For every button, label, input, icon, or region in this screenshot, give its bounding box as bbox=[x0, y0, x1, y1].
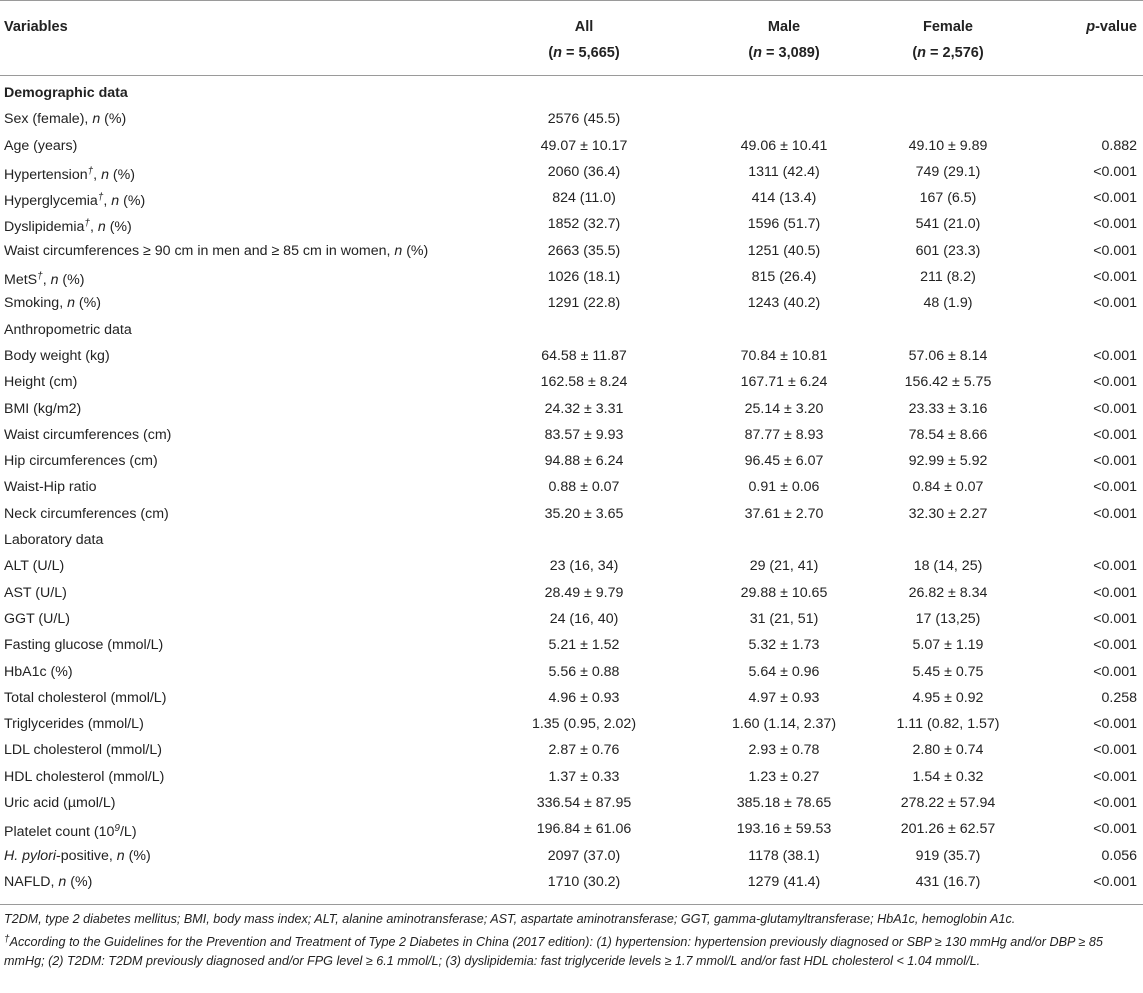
variable-name bbox=[4, 133, 77, 159]
value-all: 1026 (18.1) bbox=[547, 269, 621, 286]
value-female: 0.84 ± 0.07 bbox=[912, 479, 984, 496]
variable-name bbox=[4, 685, 166, 711]
value-all: 196.84 ± 61.06 bbox=[536, 821, 632, 838]
value-all: 1.37 ± 0.33 bbox=[548, 768, 620, 785]
table-row bbox=[0, 422, 1143, 448]
value-all: 1710 (30.2) bbox=[547, 873, 621, 890]
value-male: 37.61 ± 2.70 bbox=[744, 505, 824, 522]
p-value: <0.001 bbox=[1093, 584, 1137, 601]
variable-name-text: NAFLD, bbox=[4, 873, 59, 890]
table-row bbox=[0, 659, 1143, 685]
p-value: <0.001 bbox=[1093, 295, 1137, 312]
value-all: 24 (16, 40) bbox=[549, 610, 619, 627]
p-value: <0.001 bbox=[1093, 242, 1137, 259]
value-male: 1279 (41.4) bbox=[747, 873, 821, 890]
value-female: 48 (1.9) bbox=[923, 295, 973, 312]
p-value: <0.001 bbox=[1093, 190, 1137, 207]
variable-name bbox=[4, 711, 144, 737]
variable-name-unit: (%) bbox=[108, 166, 135, 183]
variable-name bbox=[4, 159, 135, 188]
table-row bbox=[0, 396, 1143, 422]
footnote-abbreviations: T2DM, type 2 diabetes mellitus; BMI, body mass index; ALT, alanine aminotransferase; AST, aspartate aminotransferase; GGT, gamma-glutamyltransferase; HbA1c, hemoglobin A1c. bbox=[4, 912, 1016, 926]
variable-name-text: Waist circumferences ≥ 90 cm in men and ≥ 85 cm in women, bbox=[4, 242, 395, 259]
variable-name-text: Smoking, bbox=[4, 295, 68, 312]
p-value: <0.001 bbox=[1093, 216, 1137, 233]
variable-name-italic: H. pylori bbox=[4, 847, 57, 864]
variable-name bbox=[4, 185, 145, 214]
value-female: 201.26 ± 62.57 bbox=[900, 821, 996, 838]
variable-name bbox=[4, 343, 110, 369]
table-row bbox=[0, 764, 1143, 790]
value-male: 1.60 (1.14, 2.37) bbox=[731, 716, 837, 733]
value-all: 83.57 ± 9.93 bbox=[544, 426, 624, 443]
section-header-row bbox=[0, 527, 1143, 553]
variable-name bbox=[4, 396, 81, 422]
value-female: 5.07 ± 1.19 bbox=[912, 637, 984, 654]
table-row bbox=[0, 790, 1143, 816]
value-all: 5.56 ± 0.88 bbox=[548, 663, 620, 680]
table-row bbox=[0, 501, 1143, 527]
table-row bbox=[0, 580, 1143, 606]
table-body bbox=[0, 80, 1143, 895]
table-row bbox=[0, 737, 1143, 763]
value-male: 25.14 ± 3.20 bbox=[744, 400, 824, 417]
value-male: 70.84 ± 10.81 bbox=[740, 347, 828, 364]
variable-name bbox=[4, 211, 132, 240]
variable-name-text: HDL cholesterol (mmol/L) bbox=[4, 768, 165, 785]
variable-name-text: Demographic data bbox=[4, 85, 128, 101]
variable-name-text: Dyslipidemia bbox=[4, 219, 85, 236]
value-male: 1251 (40.5) bbox=[747, 242, 821, 259]
value-male: 0.91 ± 0.06 bbox=[748, 479, 820, 496]
value-all: 0.88 ± 0.07 bbox=[548, 479, 620, 496]
table-header bbox=[0, 0, 1143, 75]
value-all: 4.96 ± 0.93 bbox=[548, 689, 620, 706]
table-row bbox=[0, 711, 1143, 737]
variable-name-separator: , bbox=[42, 272, 51, 289]
value-male: 4.97 ± 0.93 bbox=[748, 689, 820, 706]
variable-name bbox=[4, 290, 101, 316]
p-value: <0.001 bbox=[1093, 269, 1137, 286]
variable-name bbox=[4, 843, 151, 869]
variable-name-unit: (%) bbox=[58, 272, 85, 289]
value-female: 749 (29.1) bbox=[915, 163, 981, 180]
variable-name-text: Laboratory data bbox=[4, 532, 104, 549]
variable-name-unit: (%) bbox=[105, 219, 132, 236]
variable-name-italic: n bbox=[97, 219, 106, 236]
variable-name-text: Waist-Hip ratio bbox=[4, 479, 97, 496]
p-value: <0.001 bbox=[1093, 637, 1137, 654]
variable-name-text: Hyperglycemia bbox=[4, 193, 98, 210]
value-all: 49.07 ± 10.17 bbox=[540, 137, 628, 154]
variable-name-unit: (%) bbox=[119, 193, 146, 210]
value-all: 64.58 ± 11.87 bbox=[541, 347, 627, 364]
variable-name-unit: (%) bbox=[402, 242, 429, 259]
p-value: <0.001 bbox=[1093, 426, 1137, 443]
table-row bbox=[0, 159, 1143, 185]
table-row bbox=[0, 133, 1143, 159]
section-header-row bbox=[0, 317, 1143, 343]
value-female: 1.11 (0.82, 1.57) bbox=[896, 716, 1000, 733]
variable-name-text: Body weight (kg) bbox=[4, 347, 110, 364]
value-female: 5.45 ± 0.75 bbox=[912, 663, 984, 680]
variable-name-italic: n bbox=[58, 873, 67, 890]
table-row bbox=[0, 238, 1143, 264]
table-row bbox=[0, 869, 1143, 895]
value-all: 1291 (22.8) bbox=[547, 295, 621, 312]
variable-name-italic: n bbox=[67, 295, 75, 312]
value-female: 156.42 ± 5.75 bbox=[904, 374, 992, 391]
value-female: 78.54 ± 8.66 bbox=[908, 426, 988, 443]
header-female-label: Female bbox=[923, 19, 973, 35]
value-female: 4.95 ± 0.92 bbox=[912, 689, 984, 706]
value-all: 1852 (32.7) bbox=[547, 216, 621, 233]
value-all: 24.32 ± 3.31 bbox=[544, 400, 624, 417]
value-male: 29 (21, 41) bbox=[749, 558, 819, 575]
p-value: <0.001 bbox=[1093, 505, 1137, 522]
value-male: 5.32 ± 1.73 bbox=[748, 637, 820, 654]
value-female: 49.10 ± 9.89 bbox=[908, 137, 988, 154]
dagger-marker: † bbox=[84, 218, 90, 230]
value-female: 431 (16.7) bbox=[915, 873, 981, 890]
table-row bbox=[0, 343, 1143, 369]
value-all: 1.35 (0.95, 2.02) bbox=[531, 716, 637, 733]
value-female: 601 (23.3) bbox=[915, 242, 981, 259]
variable-name bbox=[4, 422, 171, 448]
value-male: 29.88 ± 10.65 bbox=[740, 584, 828, 601]
variable-name-text: Hip circumferences (cm) bbox=[4, 453, 158, 470]
footnote-criteria-text: According to the Guidelines for the Prevention and Treatment of Type 2 Diabetes in China (2017 edition): (1) hypertension: hypertension previously diagnosed or SBP ≥ 130 mmHg and/or DBP ≥ 85 mmHg; (2) T2DM: T2DM previously diagnosed and/or FPG level ≥ 6.1 mmol/L; (3) dyslipidemia: fast triglyceride levels ≥ 1.7 mmol/L and/or fast HDL cholesterol < 1.04 mmol/L. bbox=[4, 934, 1103, 968]
variable-name-italic: n bbox=[111, 193, 120, 210]
p-value: <0.001 bbox=[1093, 163, 1137, 180]
value-female: 57.06 ± 8.14 bbox=[908, 347, 988, 364]
table-footnote bbox=[4, 910, 1140, 972]
variable-name-unit: (%) bbox=[100, 111, 127, 128]
value-male: 96.45 ± 6.07 bbox=[744, 453, 824, 470]
value-all: 824 (11.0) bbox=[552, 190, 616, 207]
variable-name-separator: , bbox=[89, 219, 98, 236]
variable-name-italic: n bbox=[116, 847, 125, 864]
value-male: 1596 (51.7) bbox=[747, 216, 821, 233]
value-female: 167 (6.5) bbox=[919, 190, 977, 207]
value-male: 193.16 ± 59.53 bbox=[736, 821, 832, 838]
variable-name bbox=[4, 317, 132, 343]
table-row bbox=[0, 369, 1143, 395]
variable-name bbox=[4, 790, 115, 816]
value-all: 162.58 ± 8.24 bbox=[540, 374, 628, 391]
p-value: <0.001 bbox=[1093, 768, 1137, 785]
value-all: 35.20 ± 3.65 bbox=[544, 505, 624, 522]
variable-name bbox=[4, 764, 164, 790]
table-row bbox=[0, 685, 1143, 711]
dagger-marker: † bbox=[37, 271, 43, 283]
p-value: <0.001 bbox=[1093, 347, 1137, 364]
table-row bbox=[0, 290, 1143, 316]
variable-name bbox=[4, 474, 97, 500]
variable-name-italic: n bbox=[101, 166, 109, 183]
value-all: 28.49 ± 9.79 bbox=[544, 584, 624, 601]
p-value: <0.001 bbox=[1093, 610, 1137, 627]
table-row bbox=[0, 816, 1143, 842]
table-row bbox=[0, 185, 1143, 211]
value-male: 1243 (40.2) bbox=[747, 295, 821, 312]
table-row bbox=[0, 448, 1143, 474]
value-all: 94.88 ± 6.24 bbox=[544, 453, 624, 470]
header-all-label: All bbox=[574, 19, 594, 35]
variable-name-unit: (%) bbox=[66, 873, 93, 890]
variable-name bbox=[4, 632, 163, 658]
p-value: <0.001 bbox=[1093, 795, 1137, 812]
variable-name-text: Waist circumferences (cm) bbox=[4, 426, 172, 443]
variable-name-text: MetS bbox=[4, 272, 38, 289]
variable-name-text: Triglycerides (mmol/L) bbox=[4, 716, 144, 733]
variable-name bbox=[4, 816, 137, 845]
value-female: 1.54 ± 0.32 bbox=[912, 768, 984, 785]
footnote-criteria bbox=[4, 930, 1140, 972]
variable-name-separator: , bbox=[103, 193, 112, 210]
p-value: 0.258 bbox=[1101, 689, 1137, 706]
variable-name bbox=[4, 238, 428, 264]
p-value: <0.001 bbox=[1093, 400, 1137, 417]
value-male: 167.71 ± 6.24 bbox=[740, 374, 828, 391]
p-value: <0.001 bbox=[1093, 479, 1137, 496]
value-male: 385.18 ± 78.65 bbox=[736, 795, 832, 812]
variable-name bbox=[4, 264, 84, 293]
value-male: 49.06 ± 10.41 bbox=[740, 137, 828, 154]
variable-name-text: BMI (kg/m2) bbox=[4, 400, 82, 417]
variable-name-text: Sex (female), bbox=[4, 111, 93, 128]
variable-name bbox=[4, 501, 169, 527]
variable-name-unit: (%) bbox=[74, 295, 101, 312]
table-row bbox=[0, 106, 1143, 132]
header-bottom-rule bbox=[0, 75, 1143, 76]
variable-name-text: Neck circumferences (cm) bbox=[4, 505, 169, 522]
value-all: 5.21 ± 1.52 bbox=[548, 637, 620, 654]
variable-name bbox=[4, 606, 70, 632]
variable-name-text: Anthropometric data bbox=[4, 321, 132, 338]
p-value: <0.001 bbox=[1093, 873, 1137, 890]
value-female: 92.99 ± 5.92 bbox=[908, 453, 988, 470]
value-all: 2576 (45.5) bbox=[547, 111, 621, 128]
table-row bbox=[0, 211, 1143, 237]
value-male: 87.77 ± 8.93 bbox=[744, 426, 824, 443]
variable-name-text: Hypertension bbox=[4, 166, 88, 183]
table-row bbox=[0, 264, 1143, 290]
value-all: 2060 (36.4) bbox=[547, 163, 621, 180]
section-header-row bbox=[0, 80, 1143, 106]
footnote-dagger: † bbox=[4, 933, 10, 945]
variable-name-text: AST (U/L) bbox=[4, 584, 67, 601]
p-value: 0.882 bbox=[1101, 137, 1137, 154]
value-female: 32.30 ± 2.27 bbox=[908, 505, 988, 522]
variable-name-text: Age (years) bbox=[4, 137, 78, 154]
variable-name bbox=[4, 448, 158, 474]
p-value: <0.001 bbox=[1093, 742, 1137, 759]
header-p-value: p-value bbox=[1086, 19, 1137, 35]
variable-name-text: ALT (U/L) bbox=[4, 558, 65, 575]
table-row bbox=[0, 553, 1143, 579]
value-all: 23 (16, 34) bbox=[549, 558, 619, 575]
value-male: 1311 (42.4) bbox=[748, 163, 820, 180]
variable-name-text: LDL cholesterol (mmol/L) bbox=[4, 742, 162, 759]
p-value: <0.001 bbox=[1093, 558, 1137, 575]
variable-name bbox=[4, 369, 77, 395]
header-variables: Variables bbox=[4, 19, 68, 35]
variable-name-text: HbA1c (%) bbox=[4, 663, 73, 680]
variable-name bbox=[4, 553, 64, 579]
value-all: 336.54 ± 87.95 bbox=[536, 795, 632, 812]
value-all: 2097 (37.0) bbox=[547, 847, 621, 864]
variable-name-text: Platelet count (10 bbox=[4, 824, 115, 841]
value-male: 5.64 ± 0.96 bbox=[748, 663, 820, 680]
p-value: 0.056 bbox=[1101, 847, 1137, 864]
variable-name-text: GGT (U/L) bbox=[4, 610, 70, 627]
variable-name-text: -positive, bbox=[56, 847, 117, 864]
table-row bbox=[0, 474, 1143, 500]
variable-name bbox=[4, 737, 162, 763]
dagger-marker: † bbox=[87, 165, 94, 177]
value-male: 1178 (38.1) bbox=[748, 847, 820, 864]
header-female-n: (n = 2,576) bbox=[912, 45, 984, 61]
p-value: <0.001 bbox=[1093, 716, 1137, 733]
header-all-n: (n = 5,665) bbox=[548, 45, 620, 61]
header-all bbox=[494, 14, 674, 66]
value-female: 278.22 ± 57.94 bbox=[900, 795, 996, 812]
value-female: 2.80 ± 0.74 bbox=[912, 742, 984, 759]
value-female: 18 (14, 25) bbox=[913, 558, 983, 575]
variable-name-italic: n bbox=[50, 272, 59, 289]
value-female: 541 (21.0) bbox=[915, 216, 981, 233]
value-all: 2663 (35.5) bbox=[547, 242, 621, 259]
header-male-label: Male bbox=[767, 19, 801, 35]
table-row bbox=[0, 606, 1143, 632]
value-female: 26.82 ± 8.34 bbox=[908, 584, 988, 601]
value-male: 1.23 ± 0.27 bbox=[748, 768, 820, 785]
p-value: <0.001 bbox=[1093, 663, 1137, 680]
p-value: <0.001 bbox=[1093, 453, 1137, 470]
value-male: 31 (21, 51) bbox=[749, 610, 819, 627]
variable-name-text: Total cholesterol (mmol/L) bbox=[4, 689, 167, 706]
p-value: <0.001 bbox=[1093, 821, 1137, 838]
header-male bbox=[694, 14, 874, 66]
value-all: 2.87 ± 0.76 bbox=[548, 742, 620, 759]
header-male-n: (n = 3,089) bbox=[748, 45, 820, 61]
table-row bbox=[0, 843, 1143, 869]
variable-name bbox=[4, 527, 103, 553]
table-row bbox=[0, 632, 1143, 658]
variable-name bbox=[4, 659, 73, 685]
value-female: 211 (8.2) bbox=[920, 269, 976, 286]
header-female bbox=[858, 14, 1038, 66]
variable-name-text: Height (cm) bbox=[4, 374, 78, 391]
variable-name bbox=[4, 106, 126, 132]
variable-name bbox=[4, 80, 128, 106]
value-female: 919 (35.7) bbox=[915, 847, 981, 864]
p-value: <0.001 bbox=[1093, 374, 1137, 391]
variable-name-text: Uric acid (µmol/L) bbox=[4, 795, 116, 812]
variable-name-separator: , bbox=[93, 166, 102, 183]
variable-name-superscript: 9 bbox=[114, 823, 120, 835]
value-male: 815 (26.4) bbox=[751, 269, 817, 286]
variable-name-italic: n bbox=[92, 111, 101, 128]
value-male: 2.93 ± 0.78 bbox=[748, 742, 820, 759]
value-male: 414 (13.4) bbox=[751, 190, 817, 207]
value-female: 23.33 ± 3.16 bbox=[908, 400, 988, 417]
value-female: 17 (13,25) bbox=[915, 610, 981, 627]
variable-name bbox=[4, 869, 92, 895]
variable-name bbox=[4, 580, 67, 606]
variable-name-text: /L) bbox=[119, 824, 137, 841]
dagger-marker: † bbox=[97, 192, 104, 204]
variable-name-italic: n bbox=[394, 242, 403, 259]
variable-name-text: Fasting glucose (mmol/L) bbox=[4, 637, 164, 654]
variable-name-unit: (%) bbox=[124, 847, 151, 864]
table-bottom-rule bbox=[0, 904, 1143, 905]
